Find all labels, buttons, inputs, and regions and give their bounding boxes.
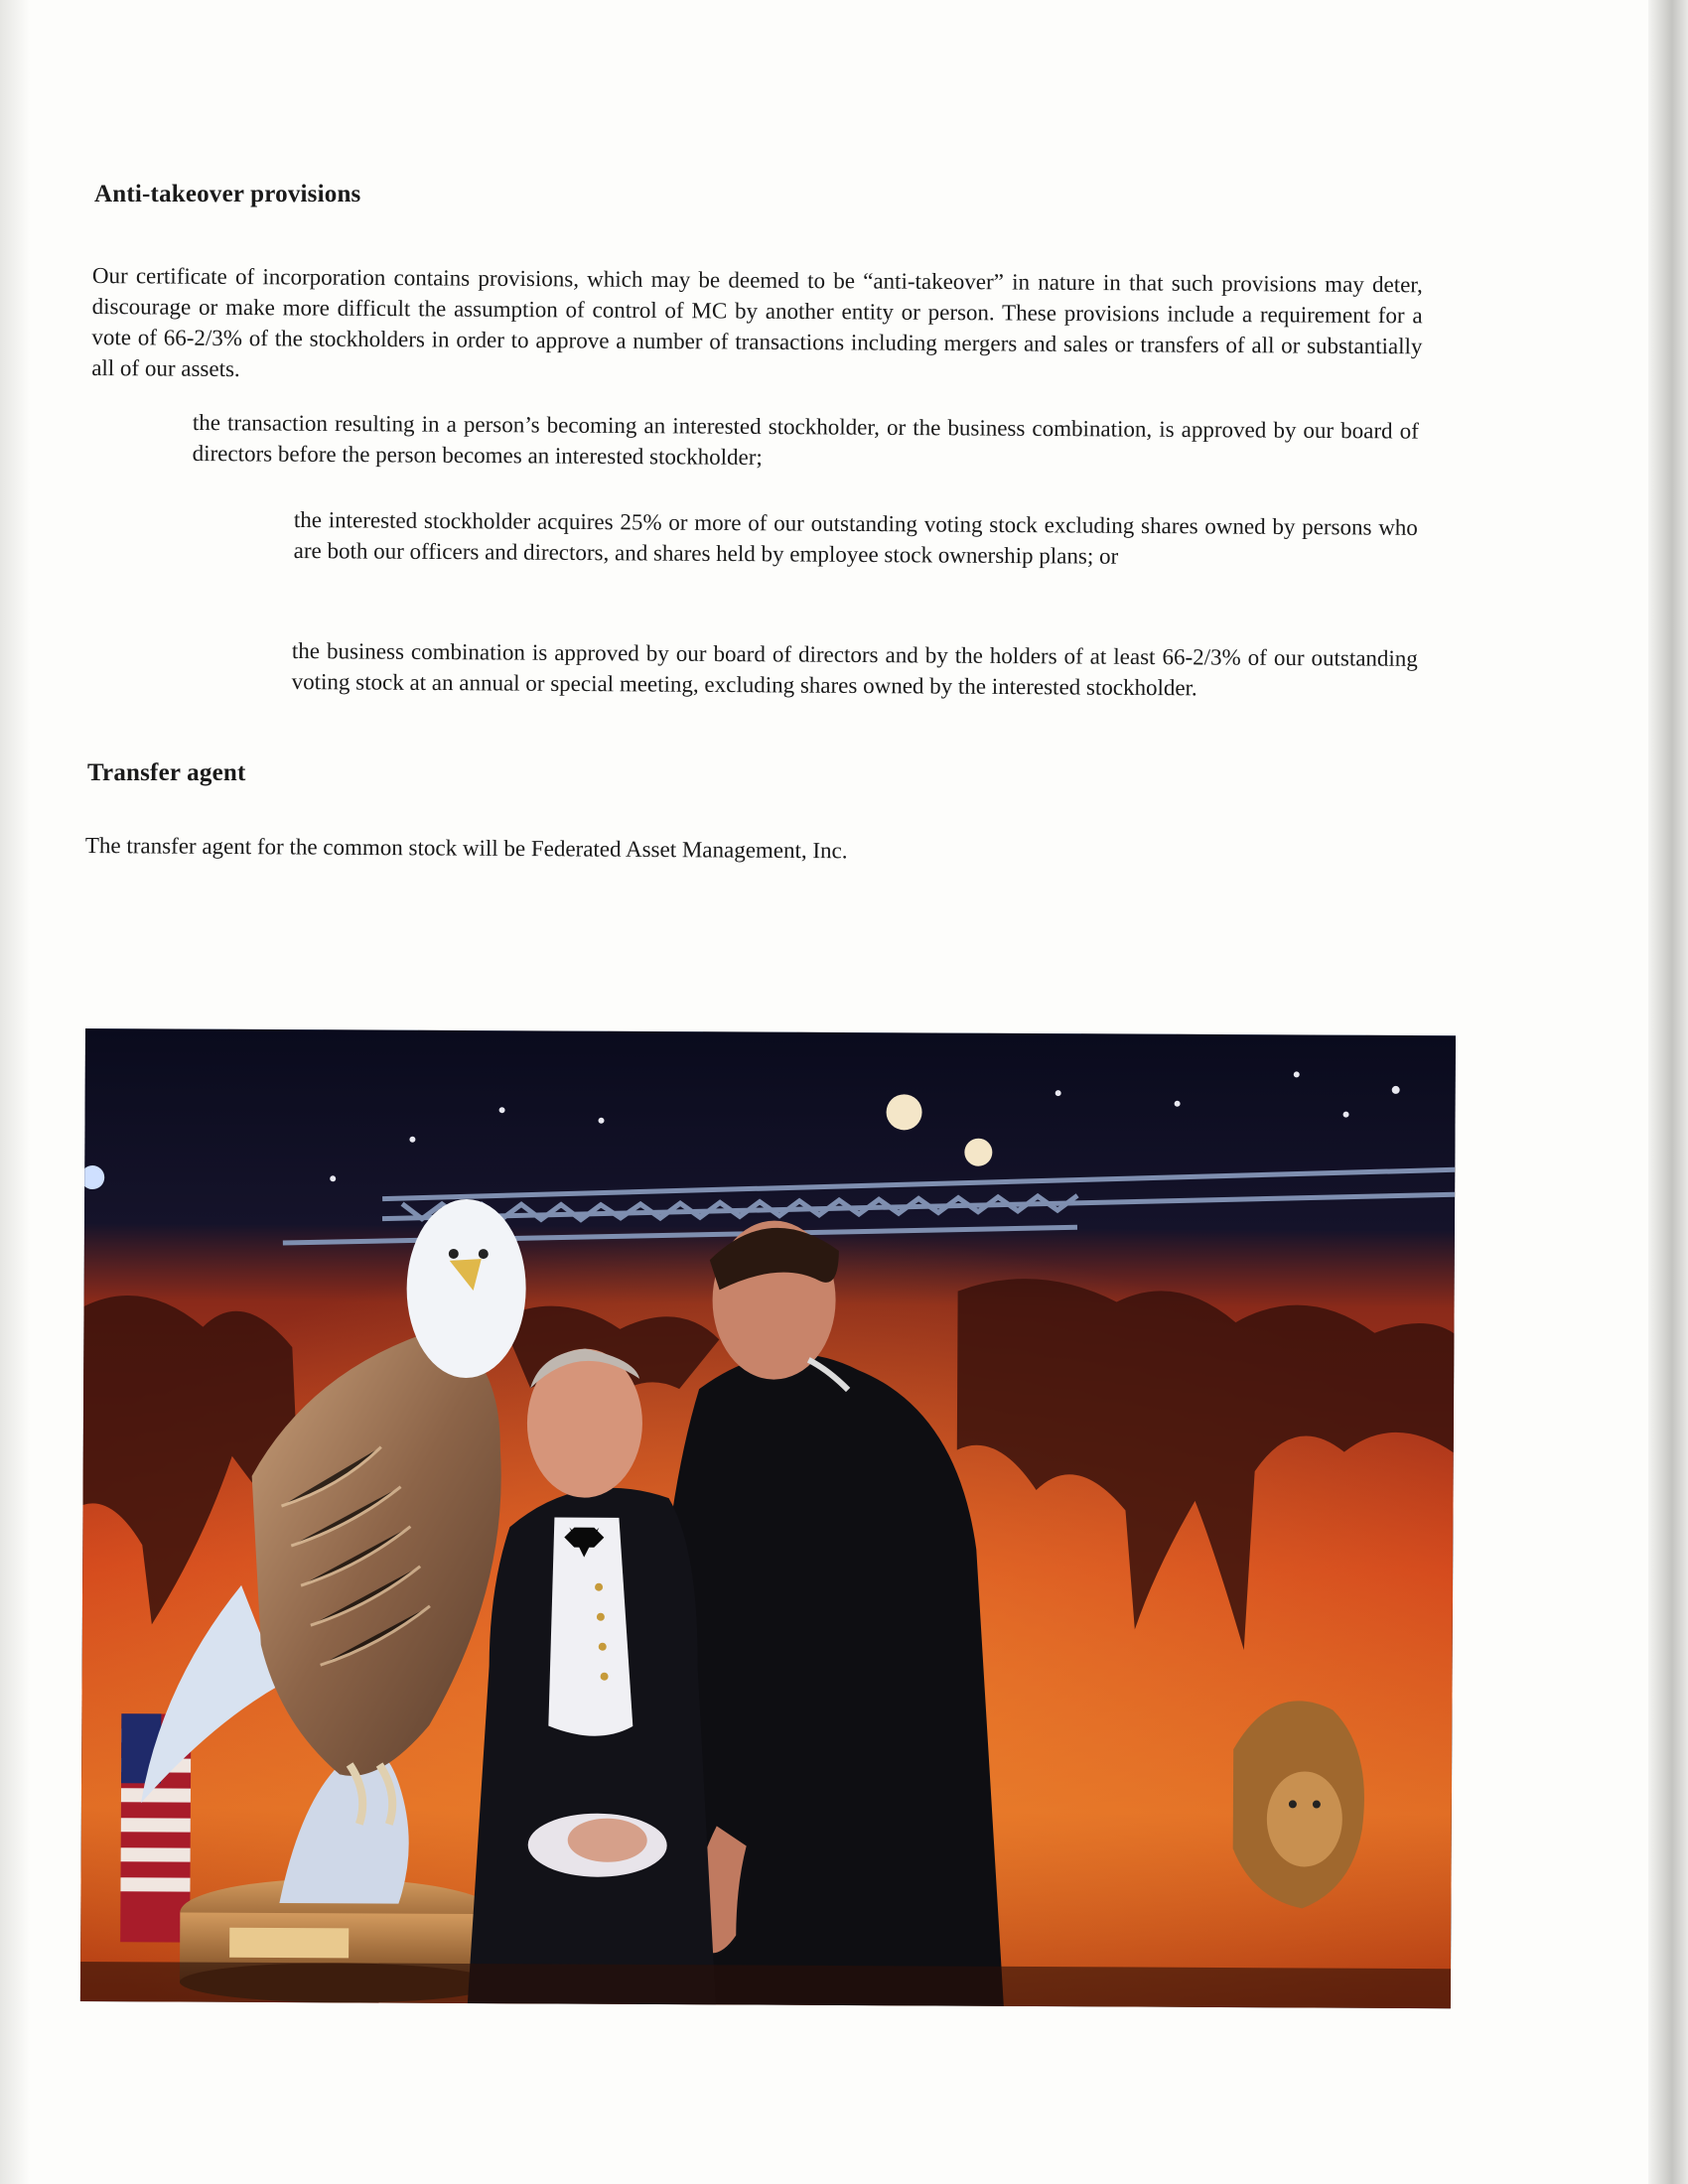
- paragraph-business-combination-approved: the business combination is approved by our board of directors and by the holders of at least 66-2/3% of our outstanding voting stock at an annual or special meeting, excluding shares owned by the interested stockholder.: [291, 637, 1418, 701]
- scan-page-edge: [1648, 0, 1688, 2184]
- photo-illustration: [80, 1028, 1456, 2008]
- stage-floor: [80, 1962, 1451, 2008]
- paragraph-interested-stockholder-acquires: the interested stockholder acquires 25% or more of our outstanding voting stock excluding shares owned by persons who are both our officers and directors, and shares held by employee stock ownership plans; or: [293, 506, 1418, 569]
- heading-anti-takeover-provisions: Anti-takeover provisions: [94, 181, 361, 207]
- paragraph-certificate-of-incorporation: Our certificate of incorporation contains provisions, which may be deemed to be “anti-takeover” in nature in that such provisions may deter, discourage or make more difficult the assumption of control of MC by another entity or person. These provisions include a requirement for a vote of 66-2/3% of the stockholders in order to approve a number of transactions including mergers and sales or transfers of all or substantially all of our assets.: [91, 262, 1423, 382]
- photo-eagle-sculpture-and-two-men: [80, 1028, 1456, 2008]
- paragraph-transfer-agent: The transfer agent for the common stock will be Federated Asset Management, Inc.: [84, 832, 848, 864]
- paragraph-transaction-approved: the transaction resulting in a person’s becoming an interested stockholder, or the business combination, is approved by our board of directors before the person becomes an interested stockholder;: [192, 409, 1419, 471]
- heading-transfer-agent: Transfer agent: [87, 759, 246, 786]
- scan-left-shadow: [0, 0, 30, 2184]
